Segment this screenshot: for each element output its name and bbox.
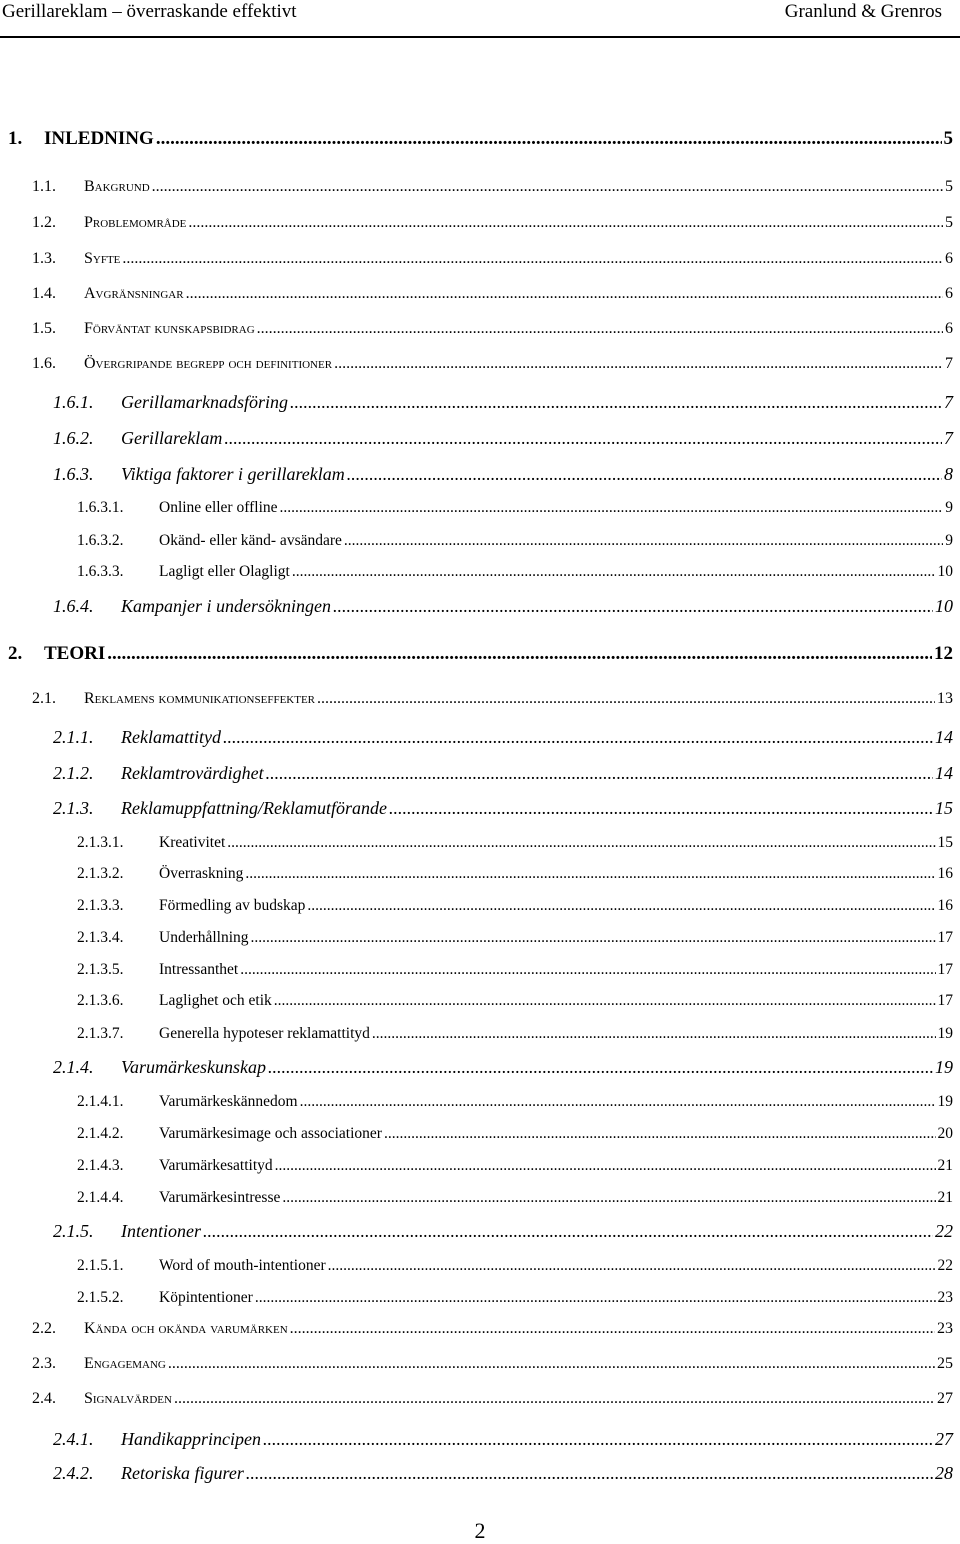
toc-entry[interactable] <box>32 250 953 276</box>
toc-entry-number: 1.6.1. <box>53 392 94 412</box>
toc-dot-leader <box>122 250 943 268</box>
toc-dot-leader <box>317 690 935 708</box>
toc-dot-leader <box>186 285 943 303</box>
toc-entry-title: Reklamattityd <box>121 727 221 747</box>
toc-entry-number: 2.4. <box>32 1390 56 1407</box>
toc-entry-page: 5 <box>945 178 953 195</box>
toc-entry[interactable] <box>32 1390 953 1416</box>
toc-entry[interactable] <box>32 690 953 716</box>
toc-dot-leader <box>300 1093 936 1111</box>
toc-dot-leader <box>290 392 942 413</box>
toc-entry-page: 5 <box>943 128 953 149</box>
toc-entry-title: Varumärkesintresse <box>159 1189 281 1206</box>
toc-entry-number: 1.6.4. <box>53 596 94 616</box>
toc-entry[interactable] <box>77 929 953 955</box>
toc-dot-leader <box>224 428 942 449</box>
toc-entry[interactable] <box>77 897 953 923</box>
toc-entry[interactable] <box>77 865 953 891</box>
toc-entry-title: Överraskning <box>159 865 244 882</box>
toc-entry-number: 2.1.3.5. <box>77 961 124 978</box>
toc-entry[interactable] <box>32 320 953 346</box>
toc-entry-page: 20 <box>937 1125 953 1142</box>
toc-entry-page: 19 <box>937 1093 953 1110</box>
toc-entry-page: 15 <box>937 834 953 851</box>
toc-entry-page: 7 <box>944 392 953 412</box>
toc-entry-title: Bakgrund <box>84 178 150 195</box>
toc-entry-title: Engagemang <box>84 1355 166 1372</box>
toc-entry-page: 6 <box>945 320 953 337</box>
toc-dot-leader <box>251 929 936 947</box>
toc-entry-title: Varumärkesattityd <box>159 1157 273 1174</box>
toc-dot-leader <box>280 499 944 517</box>
toc-entry-page: 21 <box>937 1189 953 1206</box>
toc-entry-title: Kreativitet <box>159 834 226 851</box>
toc-dot-leader <box>223 727 933 748</box>
toc-entry-number: 1.6.2. <box>53 428 94 448</box>
toc-entry-page: 27 <box>935 1429 953 1449</box>
toc-entry-title: Gerillamarknadsföring <box>121 392 289 412</box>
toc-entry-page: 14 <box>935 763 953 783</box>
page-number: 2 <box>474 1518 486 1543</box>
toc-dot-leader <box>274 992 936 1010</box>
toc-entry-number: 1.6.3.1. <box>77 499 124 516</box>
toc-entry-page: 10 <box>935 596 953 616</box>
toc-entry-title: Retoriska figurer <box>121 1463 244 1483</box>
toc-entry[interactable] <box>32 285 953 311</box>
toc-entry[interactable] <box>53 727 953 753</box>
toc-entry-page: 8 <box>944 464 953 484</box>
toc-entry-page: 13 <box>937 690 953 707</box>
toc-dot-leader <box>156 128 942 150</box>
toc-entry-page: 17 <box>937 992 953 1009</box>
toc-entry-number: 2. <box>8 643 23 664</box>
toc-entry-page: 19 <box>937 1025 953 1042</box>
toc-entry-title: Reklamens kommunikationseffekter <box>84 690 316 707</box>
toc-entry[interactable] <box>53 1221 953 1247</box>
toc-entry-title: Övergripande begrepp och definitioner <box>84 355 333 372</box>
toc-entry-number: 2.1.3.4. <box>77 929 124 946</box>
toc-entry[interactable] <box>77 532 953 558</box>
toc-entry-page: 19 <box>935 1057 953 1077</box>
toc-entry[interactable] <box>77 1257 953 1283</box>
toc-entry-page: 15 <box>935 798 953 818</box>
toc-entry-number: 1.6.3.2. <box>77 532 124 549</box>
toc-dot-leader <box>266 763 933 784</box>
toc-dot-leader <box>347 464 942 485</box>
toc-entry-page: 6 <box>945 285 953 302</box>
toc-entry-title: Viktiga faktorer i gerillareklam <box>121 464 345 484</box>
header-document-title: Gerillareklam – överraskande effektivt <box>2 1 297 22</box>
toc-dot-leader <box>246 1463 933 1484</box>
toc-entry[interactable] <box>32 355 953 381</box>
toc-entry[interactable] <box>32 178 953 204</box>
toc-entry-page: 23 <box>937 1289 953 1306</box>
toc-entry[interactable] <box>77 563 953 589</box>
toc-dot-leader <box>275 1157 936 1175</box>
toc-entry-number: 2.1.5.2. <box>77 1289 124 1306</box>
toc-entry[interactable] <box>77 1125 953 1151</box>
toc-entry-number: 2.1.4.1. <box>77 1093 124 1110</box>
toc-entry-page: 23 <box>937 1320 953 1337</box>
toc-entry-page: 21 <box>937 1157 953 1174</box>
toc-dot-leader <box>328 1257 936 1275</box>
toc-entry-number: 2.1.5. <box>53 1221 94 1241</box>
toc-entry-title: Intressanthet <box>159 961 239 978</box>
toc-entry-number: 2.1.2. <box>53 763 94 783</box>
toc-entry-number: 1.6. <box>32 355 56 372</box>
toc-entry-title: Intentioner <box>121 1221 201 1241</box>
toc-entry-number: 1.3. <box>32 250 56 267</box>
toc-entry-page: 22 <box>937 1257 953 1274</box>
toc-dot-leader <box>334 355 943 373</box>
toc-entry[interactable] <box>77 499 953 525</box>
toc-entry-title: Okänd- eller känd- avsändare <box>159 532 342 549</box>
toc-entry[interactable] <box>53 428 953 454</box>
toc-entry-number: 2.4.2. <box>53 1463 94 1483</box>
toc-entry-number: 2.1.3.1. <box>77 834 124 851</box>
toc-dot-leader <box>255 1289 936 1307</box>
toc-entry-page: 10 <box>937 563 953 580</box>
toc-entry-title: Avgränsningar <box>84 285 184 302</box>
toc-entry[interactable] <box>32 1320 953 1346</box>
toc-entry-title: Word of mouth-intentioner <box>159 1257 326 1274</box>
toc-entry-title: Online eller offline <box>159 499 278 516</box>
toc-entry-page: 25 <box>937 1355 953 1372</box>
toc-entry[interactable] <box>77 1093 953 1119</box>
toc-dot-leader <box>290 1320 935 1338</box>
toc-entry-number: 2.1. <box>32 690 56 707</box>
toc-dot-leader <box>168 1355 935 1373</box>
toc-entry-page: 7 <box>945 355 953 372</box>
toc-entry-title: Kända och okända varumärken <box>84 1320 288 1337</box>
toc-entry[interactable] <box>77 992 953 1018</box>
toc-entry[interactable] <box>53 798 953 824</box>
toc-entry[interactable] <box>53 1463 953 1489</box>
toc-entry-title: TEORI <box>44 643 106 664</box>
toc-entry-page: 5 <box>945 214 953 231</box>
toc-dot-leader <box>292 563 936 581</box>
toc-entry-page: 22 <box>935 1221 953 1241</box>
toc-dot-leader <box>307 897 935 915</box>
toc-entry[interactable] <box>53 763 953 789</box>
toc-entry-page: 16 <box>937 897 953 914</box>
toc-entry-number: 2.2. <box>32 1320 56 1337</box>
toc-entry-number: 2.1.4. <box>53 1057 94 1077</box>
toc-entry[interactable] <box>77 1189 953 1215</box>
toc-entry[interactable] <box>32 1355 953 1381</box>
toc-entry-title: Signalvärden <box>84 1390 172 1407</box>
toc-entry-number: 1.6.3. <box>53 464 94 484</box>
toc-entry-page: 12 <box>934 643 953 664</box>
toc-entry-number: 1.4. <box>32 285 56 302</box>
toc-entry[interactable] <box>53 392 953 418</box>
toc-entry-title: Underhållning <box>159 929 249 946</box>
toc-entry-number: 2.1.4.4. <box>77 1189 124 1206</box>
toc-entry-title: Reklamtrovärdighet <box>121 763 264 783</box>
toc-entry-title: Laglighet och etik <box>159 992 272 1009</box>
toc-entry-number: 1.1. <box>32 178 56 195</box>
toc-entry-page: 17 <box>937 929 953 946</box>
toc-entry-number: 1.5. <box>32 320 56 337</box>
toc-entry-title: Varumärkeskännedom <box>159 1093 298 1110</box>
toc-entry-page: 14 <box>935 727 953 747</box>
toc-entry[interactable] <box>8 643 953 669</box>
toc-dot-leader <box>174 1390 935 1408</box>
toc-dot-leader <box>389 798 933 819</box>
toc-dot-leader <box>203 1221 933 1242</box>
toc-entry-number: 2.4.1. <box>53 1429 94 1449</box>
toc-entry-title: Gerillareklam <box>121 428 223 448</box>
toc-entry-page: 16 <box>937 865 953 882</box>
toc-dot-leader <box>240 961 935 979</box>
toc-entry[interactable] <box>53 1057 953 1083</box>
toc-entry[interactable] <box>77 961 953 987</box>
toc-dot-leader <box>245 865 935 883</box>
toc-dot-leader <box>227 834 935 852</box>
toc-entry-number: 2.1.4.3. <box>77 1157 124 1174</box>
toc-entry-number: 2.1.3.3. <box>77 897 124 914</box>
header-authors: Granlund & Grenros <box>784 1 942 22</box>
toc-entry-number: 2.3. <box>32 1355 56 1372</box>
toc-entry[interactable] <box>53 464 953 490</box>
toc-dot-leader <box>344 532 943 550</box>
toc-entry-number: 2.1.3.7. <box>77 1025 124 1042</box>
toc-entry-title: Kampanjer i undersökningen <box>121 596 331 616</box>
toc-dot-leader <box>107 643 932 665</box>
toc-dot-leader <box>188 214 943 232</box>
toc-dot-leader <box>372 1025 936 1043</box>
toc-entry-title: Varumärkeskunskap <box>121 1057 266 1077</box>
toc-entry[interactable] <box>77 834 953 860</box>
toc-entry-page: 27 <box>937 1390 953 1407</box>
toc-entry-page: 9 <box>945 499 953 516</box>
toc-entry-title: Lagligt eller Olagligt <box>159 563 290 580</box>
toc-dot-leader <box>263 1429 933 1450</box>
toc-entry-number: 2.1.1. <box>53 727 94 747</box>
toc-entry-page: 7 <box>944 428 953 448</box>
toc-entry-number: 1.6.3.3. <box>77 563 124 580</box>
toc-entry-number: 1.2. <box>32 214 56 231</box>
toc-entry-number: 2.1.3.6. <box>77 992 124 1009</box>
toc-dot-leader <box>268 1057 933 1078</box>
toc-entry-number: 2.1.4.2. <box>77 1125 124 1142</box>
toc-dot-leader <box>152 178 943 196</box>
toc-dot-leader <box>257 320 943 338</box>
toc-entry-number: 2.1.5.1. <box>77 1257 124 1274</box>
toc-entry[interactable] <box>53 596 953 622</box>
toc-entry[interactable] <box>77 1289 953 1315</box>
toc-entry[interactable] <box>77 1157 953 1183</box>
toc-entry-title: INLEDNING <box>44 128 154 149</box>
toc-entry-title: Handikapprincipen <box>121 1429 261 1449</box>
toc-dot-leader <box>384 1125 936 1143</box>
toc-entry-title: Syfte <box>84 250 121 267</box>
toc-entry-title: Köpintentioner <box>159 1289 253 1306</box>
toc-entry-title: Förväntat kunskapsbidrag <box>84 320 255 337</box>
toc-dot-leader <box>333 596 933 617</box>
toc-entry[interactable] <box>77 1025 953 1051</box>
toc-entry-number: 1. <box>8 128 23 149</box>
toc-entry-title: Varumärkesimage och associationer <box>159 1125 382 1142</box>
toc-entry-title: Reklamuppfattning/Reklamutförande <box>121 798 387 818</box>
toc-entry-title: Förmedling av budskap <box>159 897 306 914</box>
toc-entry-page: 28 <box>935 1463 953 1483</box>
toc-entry[interactable] <box>32 214 953 240</box>
toc-entry-page: 6 <box>945 250 953 267</box>
toc-entry-title: Generella hypoteser reklamattityd <box>159 1025 370 1042</box>
toc-entry[interactable] <box>53 1429 953 1455</box>
toc-entry-number: 2.1.3. <box>53 798 94 818</box>
toc-entry-page: 9 <box>945 532 953 549</box>
toc-entry-title: Problemområde <box>84 214 187 231</box>
toc-entry-number: 2.1.3.2. <box>77 865 124 882</box>
toc-dot-leader <box>282 1189 935 1207</box>
toc-entry-page: 17 <box>937 961 953 978</box>
toc-entry[interactable] <box>8 128 953 154</box>
